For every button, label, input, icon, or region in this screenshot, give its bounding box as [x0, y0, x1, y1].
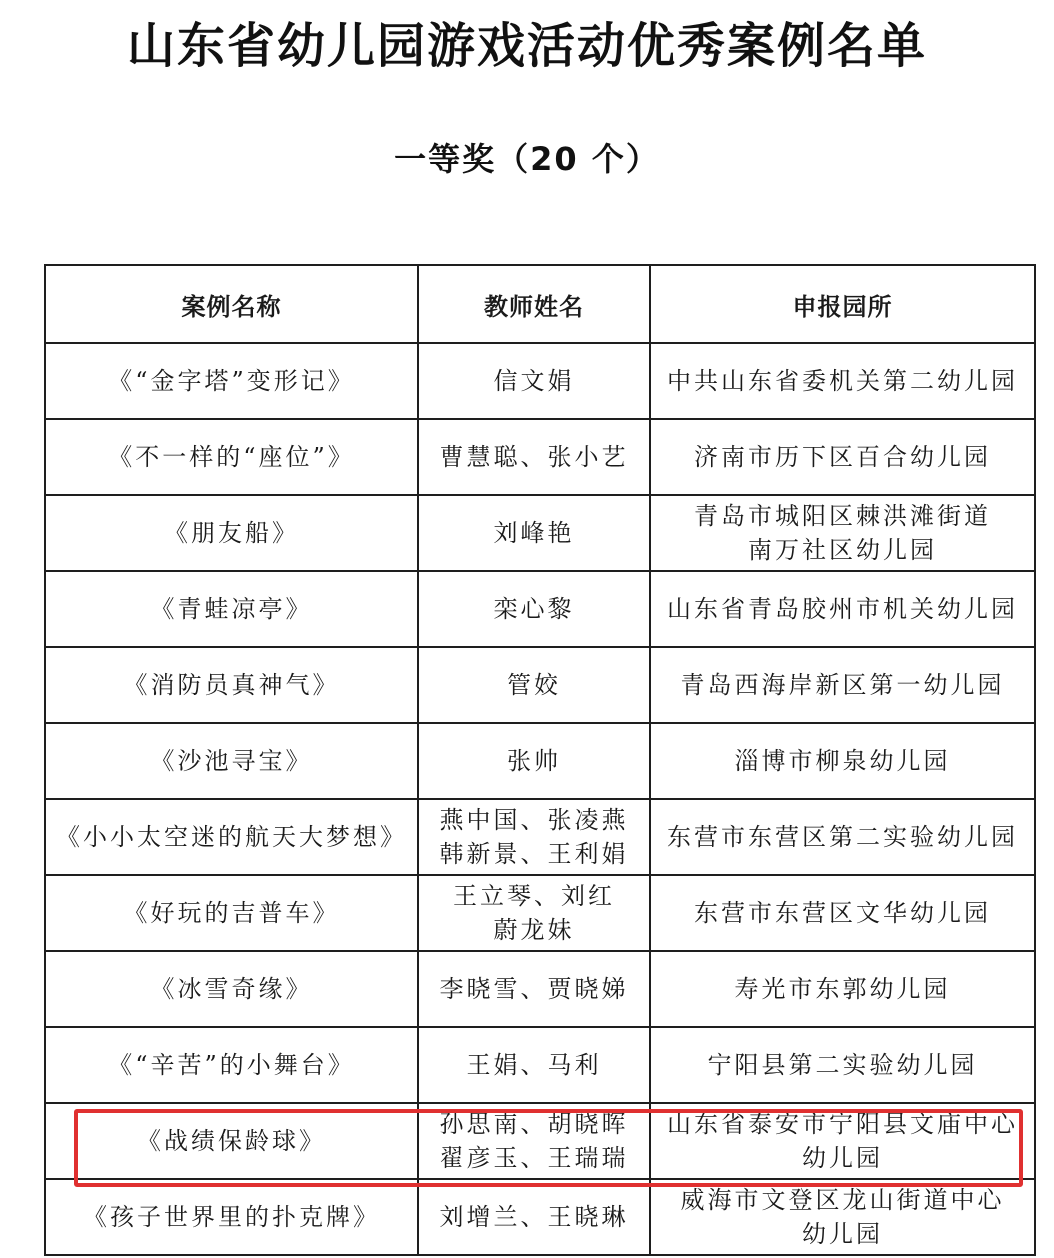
teacher-line: 韩新景、王利娟	[439, 840, 629, 868]
cell-school	[650, 875, 1035, 951]
cell-teacher-name	[418, 723, 650, 799]
cell-school	[650, 1179, 1035, 1255]
teacher-line: 李晓雪、贾晓娣	[439, 975, 629, 1003]
cell-teacher-name	[418, 343, 650, 419]
school-line: 宁阳县第二实验幼儿园	[707, 1051, 978, 1079]
school-line: 寿光市东郭幼儿园	[734, 975, 951, 1003]
teacher-line: 王立琴、刘红	[453, 882, 615, 910]
award-subtitle: 一等奖（20 个）	[394, 140, 660, 178]
school-line: 中共山东省委机关第二幼儿园	[667, 367, 1018, 395]
cell-school	[650, 571, 1035, 647]
school-line: 淄博市柳泉幼儿园	[734, 747, 951, 775]
table-row	[45, 1027, 1035, 1103]
school-line: 青岛西海岸新区第一幼儿园	[680, 671, 1005, 699]
cell-teacher-name	[418, 647, 650, 723]
school-line: 幼儿园	[802, 1144, 883, 1172]
cell-school	[650, 647, 1035, 723]
cell-teacher-name	[418, 1103, 650, 1179]
school-line: 威海市文登区龙山街道中心	[680, 1186, 1005, 1214]
teacher-line: 信文娟	[493, 367, 575, 395]
table-row	[45, 571, 1035, 647]
table-row	[45, 875, 1035, 951]
table-row	[45, 419, 1035, 495]
table-row	[45, 495, 1035, 571]
cell-school	[650, 495, 1035, 571]
cell-school	[650, 799, 1035, 875]
award-table	[44, 264, 1036, 1256]
table-header-row	[45, 265, 1035, 343]
header-teacher-name: 教师姓名	[418, 265, 650, 343]
school-line: 东营市东营区第二实验幼儿园	[667, 823, 1018, 851]
table-row	[45, 343, 1035, 419]
cell-school	[650, 723, 1035, 799]
teacher-line: 管姣	[507, 671, 561, 699]
cell-case-name: 《小小太空迷的航天大梦想》	[45, 799, 418, 875]
cell-teacher-name	[418, 1027, 650, 1103]
cell-teacher-name	[418, 495, 650, 571]
header-case-name: 案例名称	[45, 265, 418, 343]
table-body	[45, 343, 1035, 1255]
cell-school	[650, 1103, 1035, 1179]
table-row	[45, 647, 1035, 723]
cell-case-name: 《好玩的吉普车》	[45, 875, 418, 951]
table-row	[45, 951, 1035, 1027]
cell-case-name: 《“金字塔”变形记》	[45, 343, 418, 419]
cell-case-name: 《青蛙凉亭》	[45, 571, 418, 647]
cell-teacher-name	[418, 1179, 650, 1255]
cell-case-name: 《战绩保龄球》	[45, 1103, 418, 1179]
cell-case-name: 《消防员真神气》	[45, 647, 418, 723]
teacher-line: 张帅	[507, 747, 561, 775]
cell-school	[650, 1027, 1035, 1103]
school-line: 济南市历下区百合幼儿园	[694, 443, 991, 471]
teacher-line: 王娟、马利	[466, 1051, 602, 1079]
cell-case-name: 《沙池寻宝》	[45, 723, 418, 799]
teacher-line: 孙思南、胡晓晖	[439, 1110, 629, 1138]
school-line: 幼儿园	[802, 1220, 883, 1248]
cell-teacher-name	[418, 951, 650, 1027]
teacher-line: 刘峰艳	[493, 519, 575, 547]
cell-teacher-name	[418, 419, 650, 495]
page-title: 山东省幼儿园游戏活动优秀案例名单	[126, 18, 927, 74]
cell-school	[650, 951, 1035, 1027]
school-line: 山东省青岛胶州市机关幼儿园	[667, 595, 1018, 623]
teacher-line: 燕中国、张凌燕	[439, 806, 629, 834]
school-line: 东营市东营区文华幼儿园	[694, 899, 991, 927]
teacher-line: 翟彦玉、王瑞瑞	[439, 1144, 629, 1172]
cell-case-name: 《孩子世界里的扑克牌》	[45, 1179, 418, 1255]
teacher-line: 刘增兰、王晓琳	[439, 1203, 629, 1231]
header-school: 申报园所	[650, 265, 1035, 343]
cell-teacher-name	[418, 571, 650, 647]
table-row	[45, 723, 1035, 799]
table-row	[45, 1179, 1035, 1255]
cell-school	[650, 343, 1035, 419]
cell-school	[650, 419, 1035, 495]
school-line: 南万社区幼儿园	[748, 536, 937, 564]
teacher-line: 蔚龙妹	[493, 916, 575, 944]
school-line: 青岛市城阳区棘洪滩街道	[694, 502, 991, 530]
school-line: 山东省泰安市宁阳县文庙中心	[667, 1110, 1018, 1138]
cell-case-name: 《朋友船》	[45, 495, 418, 571]
cell-case-name: 《“辛苦”的小舞台》	[45, 1027, 418, 1103]
cell-case-name: 《不一样的“座位”》	[45, 419, 418, 495]
table-row	[45, 1103, 1035, 1179]
teacher-line: 栾心黎	[493, 595, 575, 623]
cell-teacher-name	[418, 875, 650, 951]
cell-case-name: 《冰雪奇缘》	[45, 951, 418, 1027]
cell-teacher-name	[418, 799, 650, 875]
table-row	[45, 799, 1035, 875]
teacher-line: 曹慧聪、张小艺	[439, 443, 629, 471]
